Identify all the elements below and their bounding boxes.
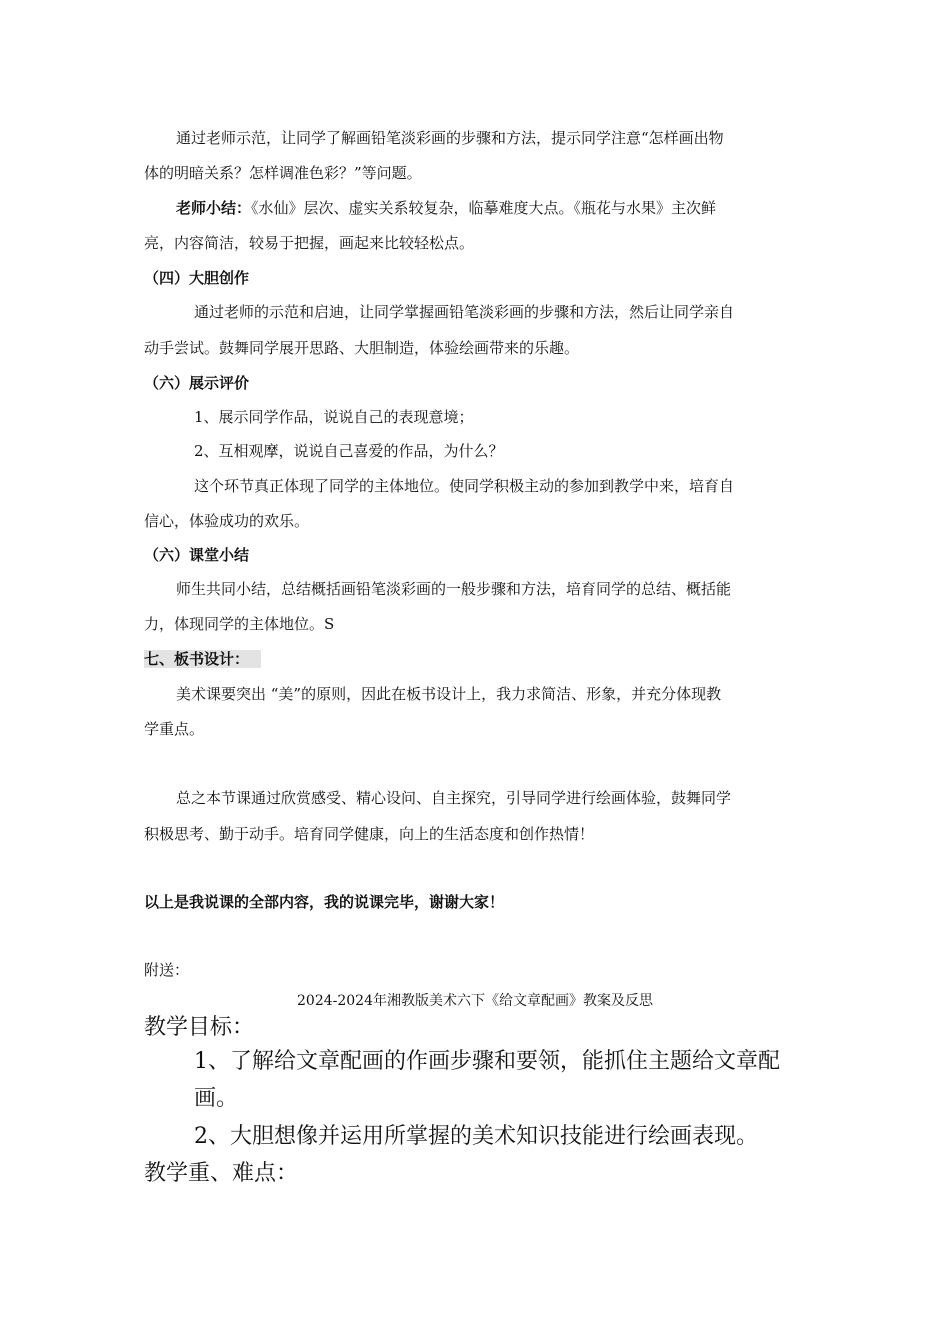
appendix-label: 附送： [144,961,190,979]
paragraph-line: 师生共同小结，总结概括画铅笔淡彩画的一般步骤和方法，培育同学的总结、概括能 [176,580,732,598]
section-heading: （六）展示评价 [144,374,250,392]
summary-text: 《水仙》层次、虚实关系较复杂，临摹难度大点。《瓶花与水果》主次鲜 [251,199,717,217]
list-item: 1、展示同学作品，说说自己的表现意境； [194,408,474,426]
paragraph-line: 通过老师示范，让同学了解画铅笔淡彩画的步骤和方法，提示同学注意“怎样画出物 [176,129,724,147]
board-design-heading: 七、板书设计： [144,650,261,668]
objective-item-continued: 画。 [194,1086,239,1111]
section-heading: （六）课堂小结 [144,546,250,564]
paragraph-line: 通过老师的示范和启迪，让同学掌握画铅笔淡彩画的步骤和方法，然后让同学亲自 [194,303,735,321]
key-points-heading: 教学重、难点： [144,1161,299,1186]
paragraph-line: 这个环节真正体现了同学的主体地位。使同学积极主动的参加到教学中来，培育自 [194,477,735,495]
appendix-title: 2024-2024年湘教版美术六下《给文章配画》教案及反思 [297,993,653,1009]
objectives-heading: 教学目标： [144,1015,255,1040]
paragraph-line: 体的明暗关系？怎样调准色彩？”等问题。 [144,164,422,182]
paragraph-line: 力，体现同学的主体地位。S [144,615,335,633]
paragraph-line: 总之本节课通过欣赏感受、精心设问、自主探究，引导同学进行绘画体验，鼓舞同学 [176,789,732,807]
objective-item: 2、大胆想像并运用所掌握的美术知识技能进行绘画表现。 [194,1124,758,1149]
paragraph-line: 亮，内容简洁，较易于把握，画起来比较轻松点。 [144,234,475,252]
paragraph-line: 积极思考、勤于动手。培育同学健康，向上的生活态度和创作热情！ [144,825,595,843]
section-heading-7 [144,649,261,669]
paragraph-line: 美术课要突出 “美”的原则，因此在板书设计上，我力求简洁、形象，并充分体现教 [176,685,722,703]
closing-line: 以上是我说课的全部内容，我的说课完毕，谢谢大家！ [144,893,505,911]
paragraph-line: 信心，体验成功的欢乐。 [144,512,310,530]
summary-label: 老师小结： [176,199,252,217]
summary-line [176,198,716,218]
paragraph-line: 学重点。 [144,720,205,738]
objective-item: 1、了解给文章配画的作画步骤和要领，能抓住主题给文章配 [194,1049,780,1074]
list-item: 2、互相观摩，说说自己喜爱的作品，为什么？ [194,442,504,460]
section-heading: （四）大胆创作 [144,269,250,287]
paragraph-line: 动手尝试。鼓舞同学展开思路、大胆制造，体验绘画带来的乐趣。 [144,339,580,357]
